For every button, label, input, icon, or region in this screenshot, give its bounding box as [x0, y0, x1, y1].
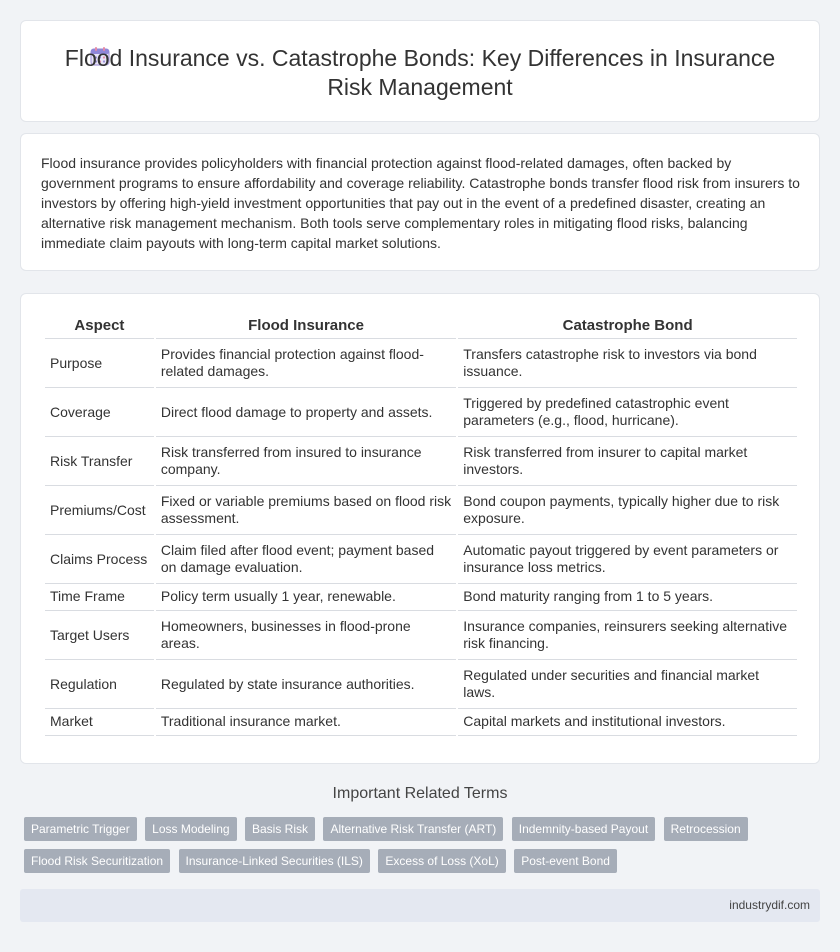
catastrophe-bond-cell: Insurance companies, reinsurers seeking alternative risk financing.: [458, 611, 797, 660]
catastrophe-bond-cell: Transfers catastrophe risk to investors via bond issuance.: [458, 339, 797, 388]
related-term-tag[interactable]: Post-event Bond: [514, 849, 617, 873]
aspect-cell: Risk Transfer: [45, 437, 154, 486]
related-term-tag[interactable]: Alternative Risk Transfer (ART): [323, 817, 503, 841]
flood-insurance-cell: Homeowners, businesses in flood-prone areas.: [156, 611, 456, 660]
comparison-card: [20, 293, 820, 764]
table-row: [45, 611, 797, 660]
comparison-table: [43, 312, 799, 736]
flood-insurance-cell: Provides financial protection against flood-related damages.: [156, 339, 456, 388]
catastrophe-bond-cell: Regulated under securities and financial market laws.: [458, 660, 797, 709]
aspect-cell: Time Frame: [45, 584, 154, 611]
aspect-cell: Premiums/Cost: [45, 486, 154, 535]
table-row: [45, 486, 797, 535]
header-card: [20, 20, 820, 122]
aspect-cell: Market: [45, 709, 154, 736]
related-term-tag[interactable]: Insurance-Linked Securities (ILS): [179, 849, 370, 873]
table-row: [45, 388, 797, 437]
footer: [20, 889, 820, 922]
flood-insurance-cell: Fixed or variable premiums based on flood risk assessment.: [156, 486, 456, 535]
catastrophe-bond-cell: Bond coupon payments, typically higher due to risk exposure.: [458, 486, 797, 535]
table-header-row: [45, 312, 797, 339]
related-term-tag[interactable]: Basis Risk: [245, 817, 315, 841]
related-term-tag[interactable]: Indemnity-based Payout: [512, 817, 655, 841]
related-term-tag[interactable]: Flood Risk Securitization: [24, 849, 170, 873]
catastrophe-bond-cell: Triggered by predefined catastrophic event parameters (e.g., flood, hurricane).: [458, 388, 797, 437]
catastrophe-bond-cell: Capital markets and institutional investors.: [458, 709, 797, 736]
aspect-cell: Claims Process: [45, 535, 154, 584]
header-flood-insurance: Flood Insurance: [156, 312, 456, 339]
intro-card: [20, 133, 820, 271]
catastrophe-bond-cell: Automatic payout triggered by event parameters or insurance loss metrics.: [458, 535, 797, 584]
related-terms-list: [24, 817, 814, 881]
table-row: [45, 535, 797, 584]
flood-insurance-cell: Risk transferred from insured to insurance company.: [156, 437, 456, 486]
related-term-tag[interactable]: Loss Modeling: [145, 817, 236, 841]
flood-insurance-cell: Claim filed after flood event; payment based on damage evaluation.: [156, 535, 456, 584]
aspect-cell: Target Users: [45, 611, 154, 660]
page-title: Flood Insurance vs. Catastrophe Bonds: Key Differences in Insurance Risk Management: [64, 45, 776, 100]
flood-insurance-cell: Regulated by state insurance authorities.: [156, 660, 456, 709]
catastrophe-bond-cell: Risk transferred from insurer to capital market investors.: [458, 437, 797, 486]
table-row: [45, 709, 797, 736]
aspect-cell: Purpose: [45, 339, 154, 388]
flood-insurance-cell: Policy term usually 1 year, renewable.: [156, 584, 456, 611]
related-term-tag[interactable]: Retrocession: [664, 817, 748, 841]
related-term-tag[interactable]: Excess of Loss (XoL): [378, 849, 505, 873]
related-terms-heading: Important Related Terms: [332, 785, 508, 802]
aspect-cell: Coverage: [45, 388, 154, 437]
catastrophe-bond-cell: Bond maturity ranging from 1 to 5 years.: [458, 584, 797, 611]
header-aspect: Aspect: [45, 312, 154, 339]
aspect-cell: Regulation: [45, 660, 154, 709]
flood-insurance-cell: Traditional insurance market.: [156, 709, 456, 736]
table-row: [45, 660, 797, 709]
header-catastrophe-bond: Catastrophe Bond: [458, 312, 797, 339]
related-term-tag[interactable]: Parametric Trigger: [24, 817, 137, 841]
table-row: [45, 339, 797, 388]
flood-insurance-cell: Direct flood damage to property and assets.: [156, 388, 456, 437]
table-row: [45, 584, 797, 611]
table-row: [45, 437, 797, 486]
footer-site-link[interactable]: industrydif.com: [729, 898, 810, 912]
intro-paragraph: Flood insurance provides policyholders with financial protection against flood-related damages, often backed by government programs to ensure affordability and coverage reliability. Catastrophe bonds transfer flood risk from insurers to investors by offering high-yield investment opportunities that pay out in the event of a predefined disaster, creating an alternative risk management mechanism. Both tools serve complementary roles in mitigating flood risks, balancing immediate claim payouts with long-term capital market solutions.: [41, 155, 800, 251]
